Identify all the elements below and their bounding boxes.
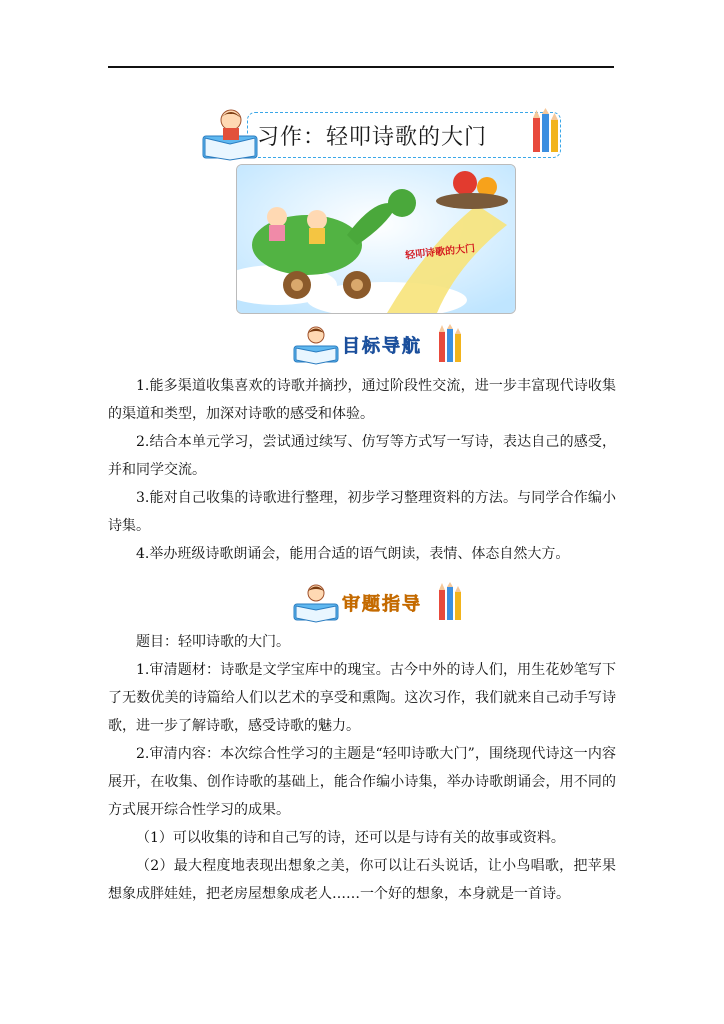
reading-girl-icon — [290, 582, 344, 624]
goal-item-1: 1.能多渠道收集喜欢的诗歌并摘抄，通过阶段性交流，进一步丰富现代诗收集的渠道和类型，加深对诗歌的感受和体验。 — [108, 378, 616, 422]
guide-item-2: 2.审清内容：本次综合性学习的主题是“轻叩诗歌大门”，围绕现代诗这一内容展开，在收集、创作诗歌的基础上，能合作编小诗集，举办诗歌朗诵会，用不同的方式展开综合性学习的成果。 — [108, 746, 616, 818]
goal-item-3: 3.能对自己收集的诗歌进行整理，初步学习整理资料的方法。与同学合作编小诗集。 — [108, 490, 616, 534]
goal-item-2: 2.结合本单元学习，尝试通过续写、仿写等方式写一写诗，表达自己的感受，并和同学交流。 — [108, 434, 616, 478]
guide-topic: 题目：轻叩诗歌的大门。 — [136, 634, 290, 650]
reading-girl-icon — [290, 324, 344, 366]
reading-girl-icon — [195, 106, 265, 164]
title-banner — [195, 106, 565, 158]
illustration — [236, 164, 516, 314]
page-title: 习作：轻叩诗歌的大门 — [257, 125, 488, 150]
illustration-caption: 轻叩诗歌的大门 — [404, 243, 476, 262]
guide-item-4: （2）最大程度地表现出想象之美，你可以让石头说话，让小鸟唱歌，把苹果想象成胖娃娃，把老房屋想象成老人……一个好的想象，本身就是一首诗。 — [108, 858, 616, 902]
pencils-icon — [529, 108, 563, 156]
guide-item-3: （1）可以收集的诗和自己写的诗，还可以是与诗有关的故事或资料。 — [136, 830, 565, 846]
pencils-icon — [436, 582, 464, 622]
section-badge-goals — [290, 322, 466, 366]
section-label-guide: 审题指导 — [342, 594, 422, 615]
section-label-goals: 目标导航 — [342, 336, 422, 357]
pencils-icon — [436, 324, 464, 364]
header-rule — [108, 66, 614, 68]
guide-item-1: 1.审清题材：诗歌是文学宝库中的瑰宝。古今中外的诗人们，用生花妙笔写下了无数优美的诗篇给人们以艺术的享受和熏陶。这次习作，我们就来自己动手写诗歌，进一步了解诗歌，感受诗歌的魅力。 — [108, 662, 616, 734]
section-badge-guide — [290, 580, 466, 624]
goal-item-4: 4.举办班级诗歌朗诵会，能用合适的语气朗读，表情、体态自然大方。 — [136, 546, 570, 562]
